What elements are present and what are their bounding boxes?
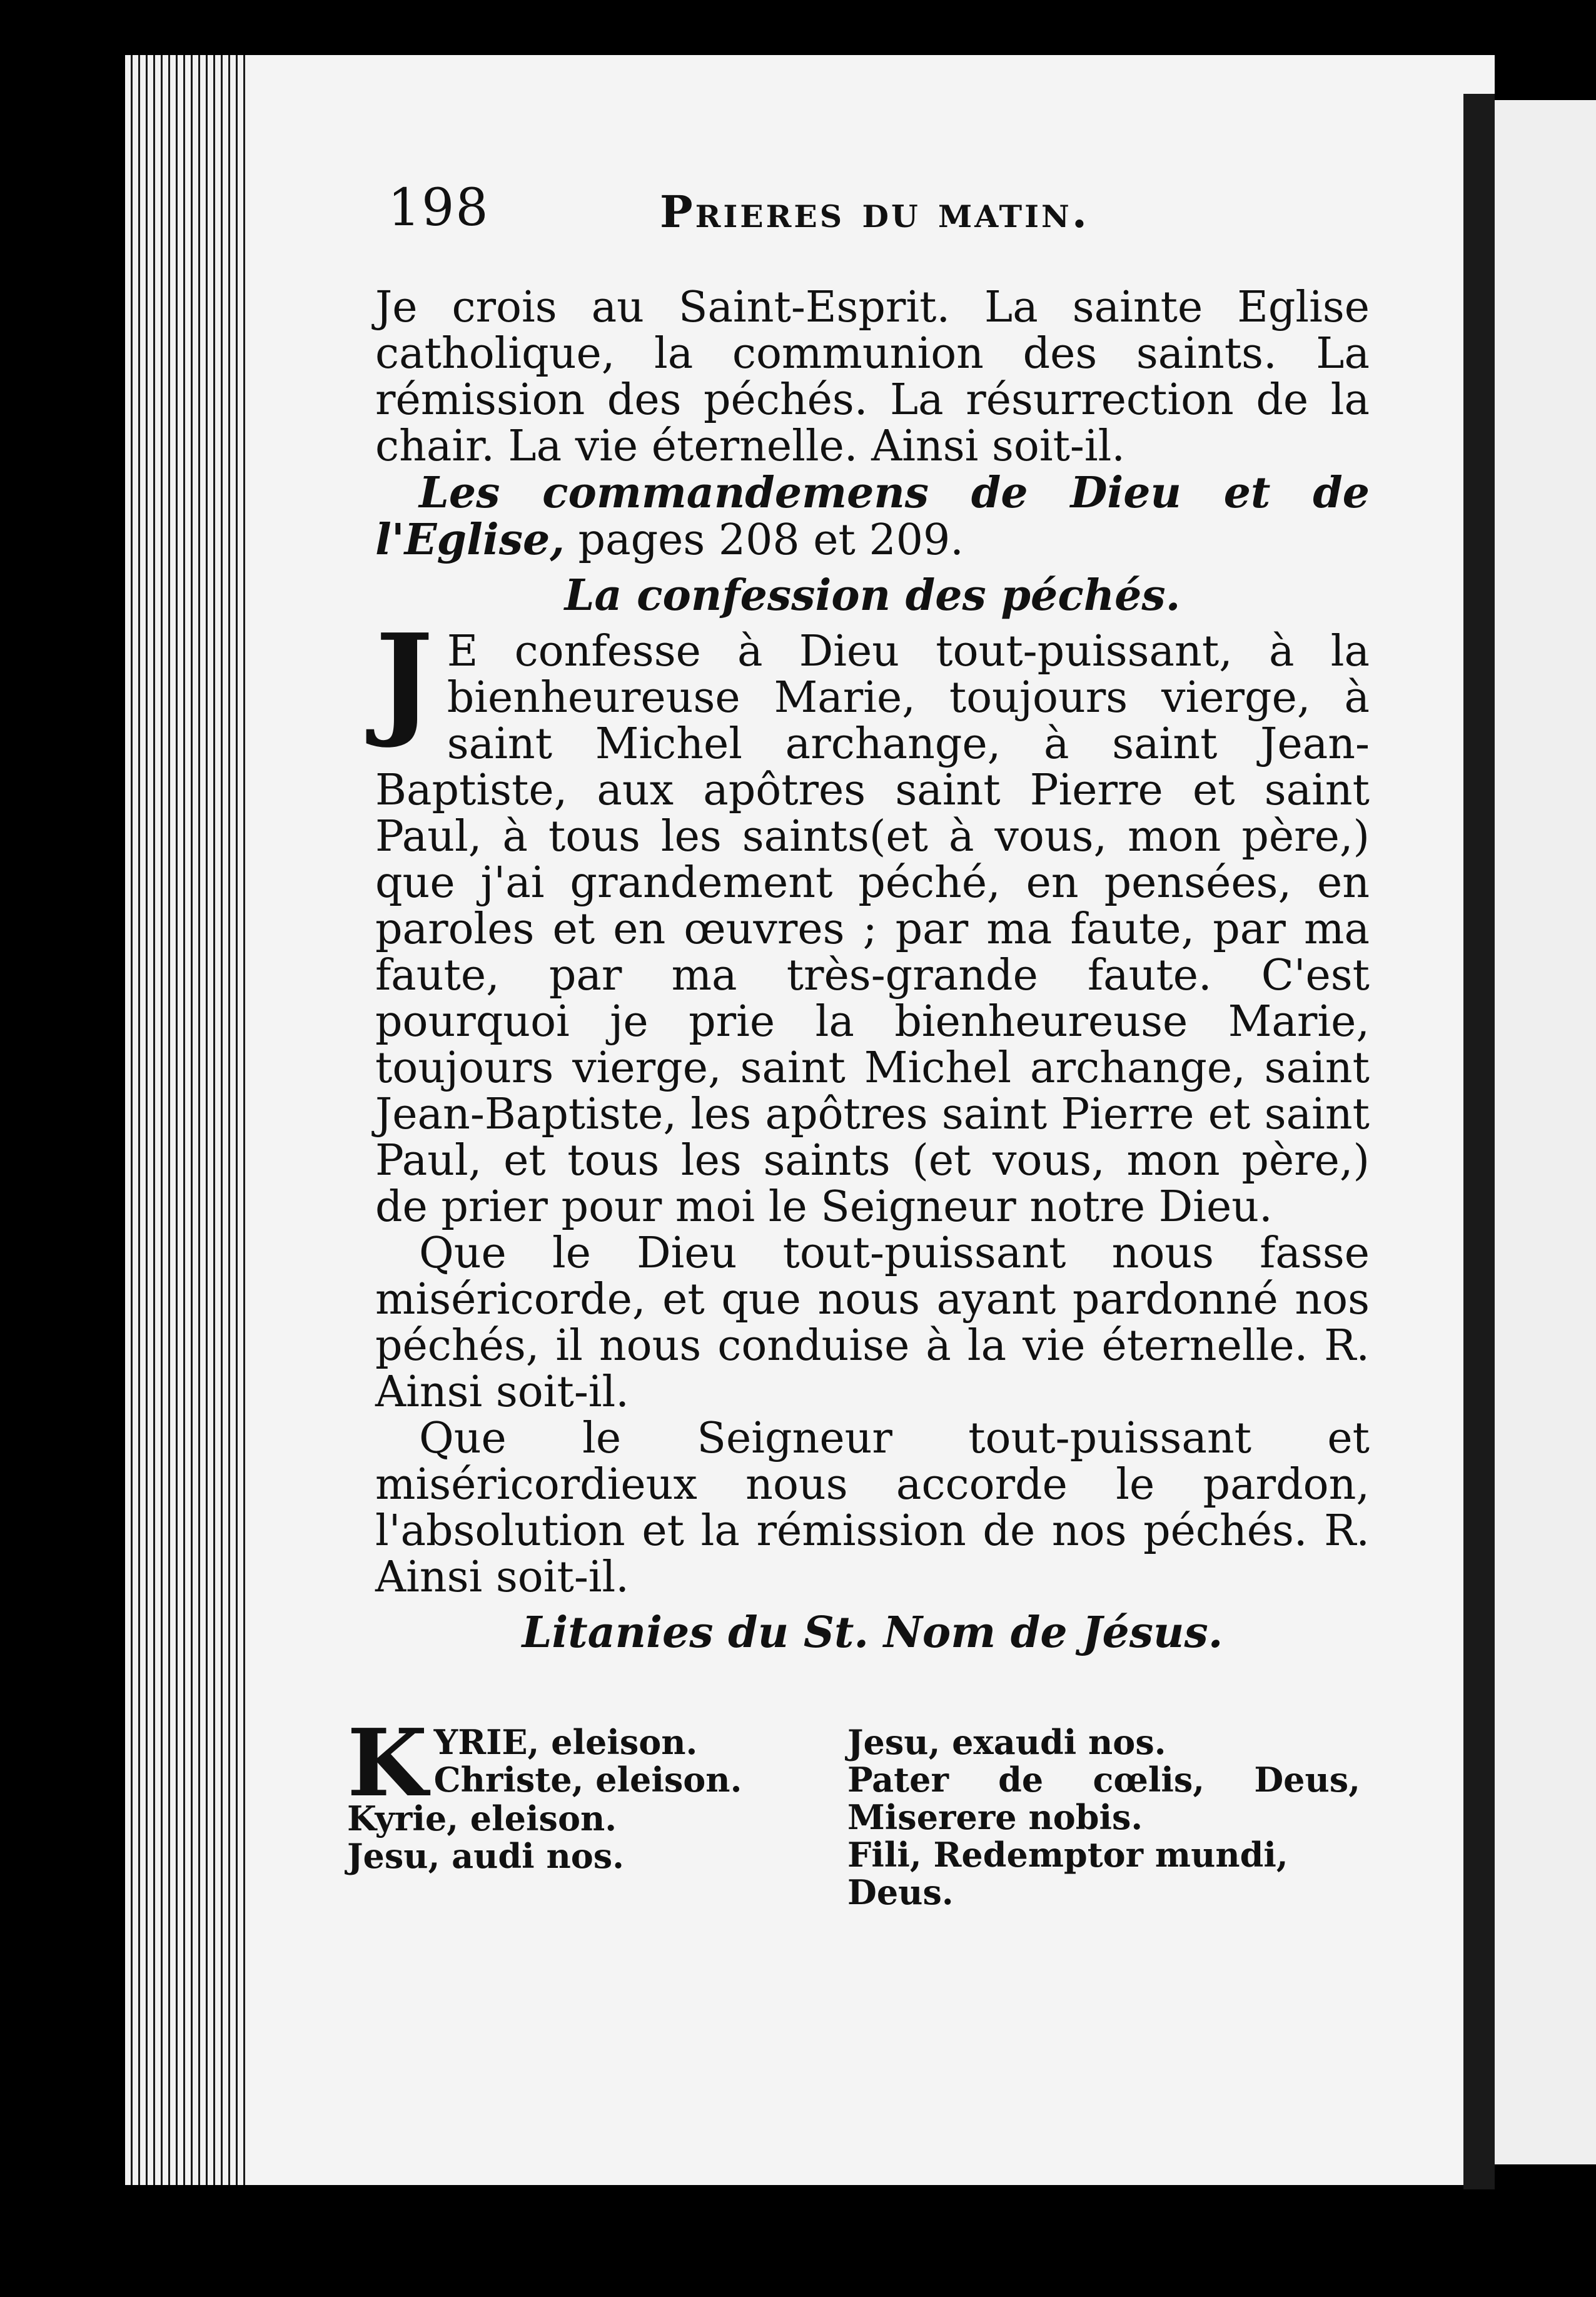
commandments-rubric-text: Les commandemens de Dieu et de l'Eglise, (375, 468, 1370, 565)
litany-line: Fili, Redemptor mundi, Deus. (847, 1835, 1288, 1912)
confession-heading: La confession des péchés. (564, 570, 1181, 621)
litany-line: Pater de cœlis, Deus, Miserere nobis. (847, 1760, 1360, 1837)
facing-page-edge (1495, 100, 1596, 2164)
confession-paragraph (375, 607, 1370, 1232)
litany-line: Christe, eleison. (433, 1760, 742, 1800)
page-edges (125, 55, 260, 2185)
main-text (375, 285, 1370, 1666)
gutter-shadow (1463, 94, 1495, 2189)
litany-line: YRIE, eleison. (433, 1722, 698, 1762)
confession-text: E confesse à Dieu tout-puissant, à la bienheureuse Marie, toujours vierge, à saint Michel archange, à saint Jean-Baptiste, aux apôtres saint Pierre et saint Paul, à tous les saints(et à vous, mon père,) que j'ai grandement péché, en pensées, en paroles et en œuvres ; par ma faute, par ma faute, par ma très-grande faute. C'est pourquoi je prie la bienheureuse Marie, toujours vierge, saint Michel archange, saint Jean-Baptiste, les apôtres saint Pierre et saint Paul, et tous les saints (et vous, mon père,) de prier pour moi le Seigneur notre Dieu. (375, 627, 1370, 1232)
litany-line: Jesu, exaudi nos. (847, 1722, 1166, 1762)
page-header (388, 178, 1357, 247)
litanies-left-column (347, 1708, 822, 1876)
litany-line: Jesu, audi nos. (347, 1836, 624, 1876)
commandments-rubric (375, 470, 1370, 564)
creed-ending: Je crois au Saint-Esprit. La sainte Eglise catholique, la communion des saints. La rémission des péchés. La résurrection de la chair. La vie éternelle. Ainsi soit-il. (375, 283, 1370, 471)
litany-line: Kyrie, eleison. (347, 1798, 617, 1838)
drop-cap-k: K (347, 1708, 428, 1817)
running-title: Prieres du matin. (660, 186, 1090, 238)
drop-cap-j: J (375, 607, 433, 751)
misereatur-paragraph: Que le Dieu tout-puissant nous fasse miséricorde, et que nous ayant pardonné nos péchés, il nous conduise à la vie éternelle. R. Ainsi soit-il. (375, 1229, 1370, 1417)
litanies-right-column (847, 1723, 1360, 1911)
commandments-pages: pages 208 et 209. (578, 515, 964, 565)
page-number: 198 (388, 178, 490, 238)
indulgentiam-paragraph: Que le Seigneur tout-puissant et miséricordieux nous accorde le pardon, l'absolution et la rémission de nos péchés. R. Ainsi soit-il. (375, 1414, 1370, 1602)
litanies-heading: Litanies du St. Nom de Jésus. (522, 1608, 1223, 1658)
